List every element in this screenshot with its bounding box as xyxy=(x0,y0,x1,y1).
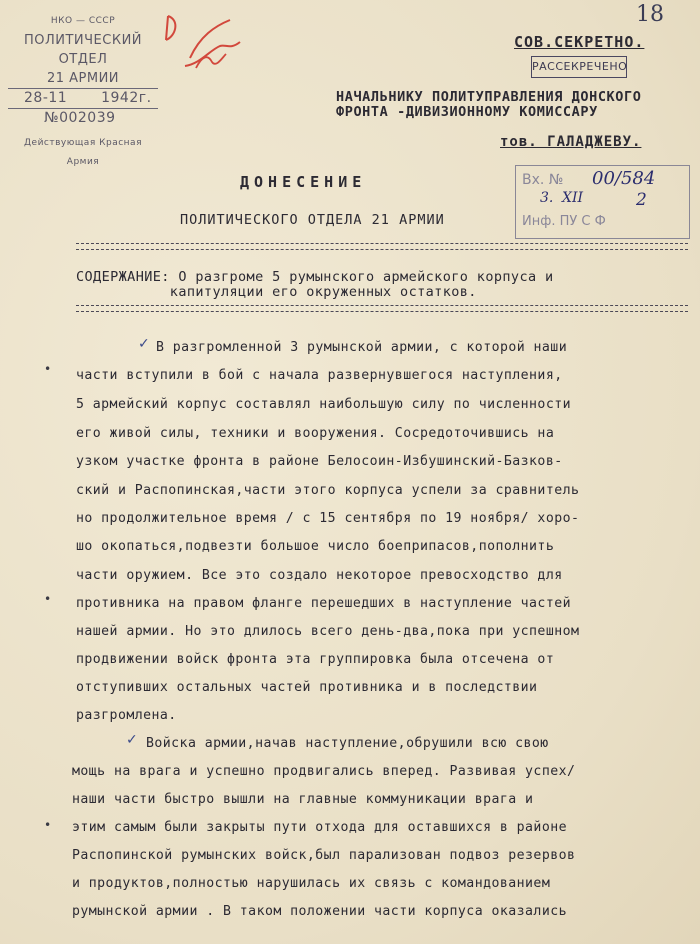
addressee-name: тов. ГАЛАДЖЕВУ. xyxy=(500,134,642,150)
body-line: его живой силы, техники и вооружения. Сосредоточившись на xyxy=(76,426,555,441)
body-line: мощь на врага и успешно продвигались вперед. Развивая успех/ xyxy=(72,764,576,779)
registration-day: 3. xyxy=(540,190,554,206)
registration-department: Инф. ПУ С Ф xyxy=(522,214,606,229)
body-line: и продуктов,полностью нарушилась их связь с командованием xyxy=(72,876,551,891)
page-number: 18 xyxy=(636,2,664,27)
contents-summary xyxy=(76,270,554,300)
stamp-number xyxy=(8,109,158,128)
body-line: Распопинской румынских войск,был парализован подвоз резервов xyxy=(72,848,576,863)
document-subtitle: ПОЛИТИЧЕСКОГО ОТДЕЛА 21 АРМИИ xyxy=(180,212,445,228)
body-line: румынской армии . В таком положении части корпуса оказались xyxy=(72,904,567,919)
addressee-line-2: ФРОНТА -ДИВИЗИОННОМУ КОМИССАРУ xyxy=(336,104,598,120)
stamp-date xyxy=(8,89,158,109)
body-line: шо окопаться,подвезти большое число боеприпасов,пополнить xyxy=(76,539,555,554)
registration-year: 2 xyxy=(636,190,647,210)
red-handwritten-signature xyxy=(160,6,250,86)
body-line: противника на правом фланге перешедших в наступление частей xyxy=(76,596,571,611)
declassified-stamp: РАССЕКРЕЧЕНО xyxy=(531,56,627,78)
body-line: этим самым были закрыты пути отхода для оставшихся в районе xyxy=(72,820,567,835)
margin-dot-icon: • xyxy=(44,818,52,832)
body-line: узком участке фронта в районе Белосоин-Избушинский-Базков- xyxy=(76,454,563,469)
body-line: наши части быстро вышли на главные коммуникации врага и xyxy=(72,792,534,807)
stamp-number-sign: № xyxy=(44,110,60,126)
contents-line-2: капитуляции его окруженных остатков. xyxy=(76,284,477,300)
addressee xyxy=(336,90,641,120)
body-line: части вступили в бой с начала развернувшегося наступления, xyxy=(76,368,563,383)
checkmark-icon: ✓ xyxy=(138,336,150,352)
stamp-line-department: ПОЛИТИЧЕСКИЙ ОТДЕЛ xyxy=(23,33,143,67)
incoming-number: 00/584 xyxy=(592,168,656,189)
secrecy-label: СОВ.СЕКРЕТНО. xyxy=(514,33,645,51)
political-department-stamp xyxy=(8,12,158,172)
body-line: 5 армейский корпус составлял наибольшую силу по численности xyxy=(76,397,571,412)
body-line: продвижении войск фронта эта группировка была отсечена от xyxy=(76,652,555,667)
incoming-label: Вх. № xyxy=(522,172,564,188)
margin-dot-icon: • xyxy=(44,362,52,376)
stamp-footer: Действующая Красная Армия xyxy=(24,138,142,167)
stamp-line-nko: НКО — СССР xyxy=(50,16,116,26)
contents-line-1: СОДЕРЖАНИЕ: О разгроме 5 румынского армейского корпуса и xyxy=(76,269,554,285)
stamp-line-army: 21 АРМИИ xyxy=(8,69,158,89)
stamp-number-value: 002039 xyxy=(59,110,116,126)
body-line: Войска армии,начав наступление,обрушили всю свою xyxy=(146,736,549,751)
body-line: отступивших остальных частей противника и в последствии xyxy=(76,680,538,695)
body-line: нашей армии. Но это длилось всего день-два,пока при успешном xyxy=(76,624,580,639)
addressee-line-1: НАЧАЛЬНИКУ ПОЛИТУПРАВЛЕНИЯ ДОНСКОГО xyxy=(336,89,642,105)
body-line: части оружием. Все это создало некоторое превосходство для xyxy=(76,568,563,583)
double-rule-bottom xyxy=(76,305,688,312)
registration-month: XII xyxy=(562,190,584,206)
margin-dot-icon: • xyxy=(44,592,52,606)
body-line: разгромлена. xyxy=(76,708,177,723)
stamp-date-suffix: 1942г. xyxy=(101,90,152,106)
body-line: В разгромленной 3 румынской армии, с которой наши xyxy=(156,340,568,355)
body-line: но продолжительное время / с 15 сентября по 19 ноября/ хоро- xyxy=(76,511,580,526)
stamp-date-prefix: 28-11 xyxy=(24,90,68,106)
checkmark-icon: ✓ xyxy=(126,732,138,748)
registration-stamp xyxy=(515,165,690,239)
document-title: ДОНЕСЕНИЕ xyxy=(240,173,367,191)
double-rule-top xyxy=(76,243,688,250)
body-line: ский и Распопинская,части этого корпуса успели за сравнитель xyxy=(76,483,580,498)
